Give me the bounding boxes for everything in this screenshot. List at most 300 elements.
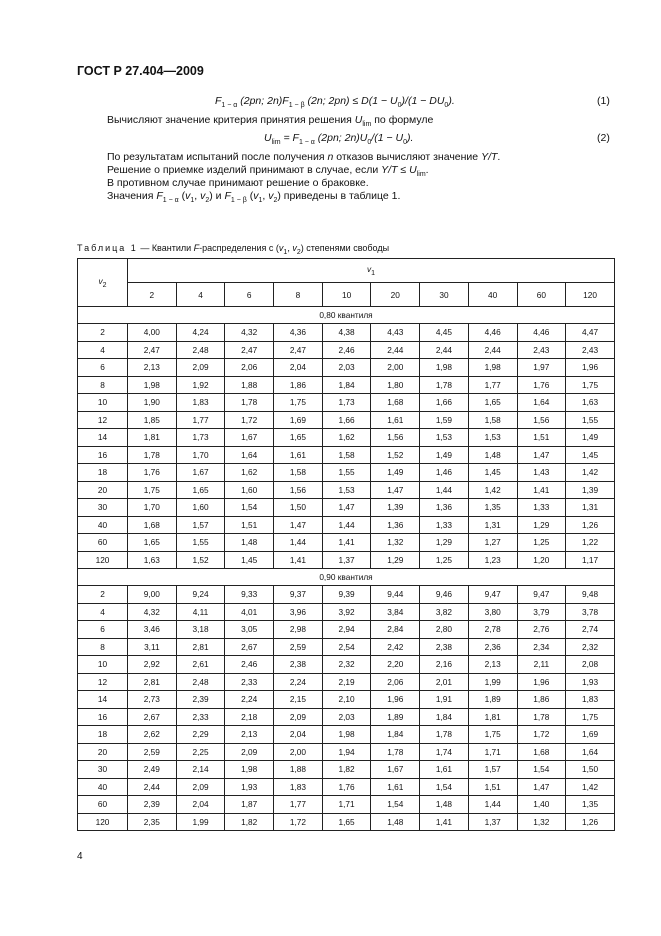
col-header-40: 40 [468, 283, 517, 307]
row-label-v2: 12 [78, 411, 128, 429]
row-label-v2: 60 [78, 534, 128, 552]
table-cell: 1,36 [420, 499, 469, 517]
table-cell: 2,67 [225, 638, 274, 656]
table-cell: 1,51 [468, 778, 517, 796]
table-cell: 1,82 [322, 761, 371, 779]
row-label-v2: 20 [78, 743, 128, 761]
table-cell: 9,46 [420, 586, 469, 604]
table-cell: 2,25 [176, 743, 225, 761]
table-cell: 1,64 [566, 743, 615, 761]
row-label-v2: 10 [78, 656, 128, 674]
table-cell: 1,89 [371, 708, 420, 726]
table-cell: 9,39 [322, 586, 371, 604]
table-cell: 1,98 [225, 761, 274, 779]
row-label-v2: 120 [78, 813, 128, 831]
table-cell: 2,76 [517, 621, 566, 639]
table-cell: 1,40 [517, 796, 566, 814]
table-cell: 1,59 [420, 411, 469, 429]
row-header-v2: $v_2$ [78, 259, 128, 307]
table-cell: 1,31 [468, 516, 517, 534]
table-cell: 2,08 [566, 656, 615, 674]
table-cell: 2,13 [225, 726, 274, 744]
table-cell: 1,66 [322, 411, 371, 429]
table-cell: 1,99 [468, 673, 517, 691]
table-cell: 2,16 [420, 656, 469, 674]
section-header-row [78, 307, 615, 324]
table-cell: 1,50 [274, 499, 323, 517]
table-cell: 1,42 [566, 778, 615, 796]
table-cell: 1,47 [322, 499, 371, 517]
table-cell: 1,98 [322, 726, 371, 744]
table-cell: 1,62 [322, 429, 371, 447]
table-cell: 3,05 [225, 621, 274, 639]
table-cell: 2,62 [128, 726, 177, 744]
table-cell: 1,48 [225, 534, 274, 552]
table-row [78, 376, 615, 394]
table-cell: 1,47 [517, 778, 566, 796]
table-cell: 1,86 [274, 376, 323, 394]
table-cell: 1,68 [128, 516, 177, 534]
col-header-4: 4 [176, 283, 225, 307]
table-cell: 3,11 [128, 638, 177, 656]
table-cell: 3,96 [274, 603, 323, 621]
table-cell: 1,44 [420, 481, 469, 499]
row-label-v2: 40 [78, 778, 128, 796]
table-cell: 1,26 [566, 813, 615, 831]
table-cell: 3,82 [420, 603, 469, 621]
table-cell: 2,14 [176, 761, 225, 779]
table-cell: 1,71 [468, 743, 517, 761]
table-cell: 2,81 [176, 638, 225, 656]
table-cell: 1,55 [176, 534, 225, 552]
table-cell: 2,04 [274, 359, 323, 377]
table-cell: 2,74 [566, 621, 615, 639]
table-cell: 1,47 [517, 446, 566, 464]
table-cell: 2,04 [176, 796, 225, 814]
table-cell: 1,25 [420, 551, 469, 569]
table-cell: 2,47 [225, 341, 274, 359]
table-cell: 1,77 [274, 796, 323, 814]
table-cell: 1,64 [517, 394, 566, 412]
table-cell: 2,98 [274, 621, 323, 639]
table-cell: 2,24 [274, 673, 323, 691]
table-cell: 1,99 [176, 813, 225, 831]
table-caption: Таблица 1 — Квантили F-распределения с ($v_1$, $v_2$) степенями свободы [77, 243, 390, 256]
table-cell: 1,49 [566, 429, 615, 447]
table-cell: 1,57 [468, 761, 517, 779]
table-cell: 4,36 [274, 324, 323, 342]
table-cell: 1,27 [468, 534, 517, 552]
row-label-v2: 4 [78, 341, 128, 359]
table-cell: 1,76 [517, 376, 566, 394]
table-cell: 2,01 [420, 673, 469, 691]
table-cell: 2,34 [517, 638, 566, 656]
table-cell: 2,48 [176, 673, 225, 691]
col-header-2: 2 [128, 283, 177, 307]
table-cell: 2,47 [128, 341, 177, 359]
table-cell: 1,37 [322, 551, 371, 569]
table-row [78, 621, 615, 639]
row-label-v2: 2 [78, 586, 128, 604]
col-header-20: 20 [371, 283, 420, 307]
table-cell: 1,96 [566, 359, 615, 377]
table-cell: 1,76 [128, 464, 177, 482]
table-cell: 1,44 [322, 516, 371, 534]
table-cell: 1,67 [371, 761, 420, 779]
table-row [78, 743, 615, 761]
page-header-title: ГОСТ Р 27.404—2009 [77, 64, 204, 78]
table-row [78, 586, 615, 604]
table-cell: 1,72 [517, 726, 566, 744]
table-cell: 1,58 [274, 464, 323, 482]
table-cell: 1,98 [468, 359, 517, 377]
row-label-v2: 14 [78, 429, 128, 447]
section-title: 0,80 квантиля [78, 307, 615, 324]
table-row [78, 446, 615, 464]
table-cell: 1,73 [176, 429, 225, 447]
table-cell: 3,92 [322, 603, 371, 621]
table-cell: 2,78 [468, 621, 517, 639]
table-cell: 3,18 [176, 621, 225, 639]
table-cell: 1,62 [225, 464, 274, 482]
table-cell: 1,44 [274, 534, 323, 552]
table-cell: 1,73 [322, 394, 371, 412]
table-cell: 2,11 [517, 656, 566, 674]
table-cell: 1,91 [420, 691, 469, 709]
table-cell: 1,61 [371, 411, 420, 429]
table-cell: 1,65 [274, 429, 323, 447]
table-cell: 1,87 [225, 796, 274, 814]
text-line-rejection: В противном случае принимают решение о браковке. [107, 177, 369, 189]
table-row [78, 429, 615, 447]
table-cell: 4,32 [128, 603, 177, 621]
table-cell: 2,44 [420, 341, 469, 359]
table-cell: 9,47 [517, 586, 566, 604]
table-cell: 2,80 [420, 621, 469, 639]
table-cell: 2,29 [176, 726, 225, 744]
table-caption-label: Таблица 1 [77, 243, 138, 253]
table-cell: 2,32 [566, 638, 615, 656]
table-cell: 1,37 [468, 813, 517, 831]
table-cell: 3,78 [566, 603, 615, 621]
row-label-v2: 20 [78, 481, 128, 499]
table-cell: 1,35 [566, 796, 615, 814]
table-cell: 1,78 [420, 376, 469, 394]
table-cell: 1,65 [176, 481, 225, 499]
table-cell: 2,32 [322, 656, 371, 674]
table-cell: 1,88 [274, 761, 323, 779]
table-row [78, 411, 615, 429]
table-cell: 2,24 [225, 691, 274, 709]
table-cell: 1,45 [566, 446, 615, 464]
table-cell: 1,96 [517, 673, 566, 691]
table-cell: 1,29 [420, 534, 469, 552]
table-cell: 1,60 [225, 481, 274, 499]
table-cell: 1,47 [371, 481, 420, 499]
table-cell: 2,09 [176, 359, 225, 377]
table-cell: 1,51 [225, 516, 274, 534]
table-row [78, 796, 615, 814]
table-cell: 1,69 [274, 411, 323, 429]
table-cell: 3,80 [468, 603, 517, 621]
table-cell: 1,54 [517, 761, 566, 779]
table-cell: 2,46 [322, 341, 371, 359]
table-cell: 1,41 [274, 551, 323, 569]
table-cell: 1,84 [371, 726, 420, 744]
table-cell: 1,49 [420, 446, 469, 464]
table-cell: 4,47 [566, 324, 615, 342]
table-cell: 1,84 [322, 376, 371, 394]
table-cell: 1,64 [225, 446, 274, 464]
table-cell: 2,59 [128, 743, 177, 761]
table-cell: 1,98 [420, 359, 469, 377]
table-cell: 1,61 [420, 761, 469, 779]
table-cell: 4,01 [225, 603, 274, 621]
table-cell: 1,94 [322, 743, 371, 761]
table-cell: 1,97 [517, 359, 566, 377]
table-cell: 1,47 [274, 516, 323, 534]
table-row [78, 638, 615, 656]
table-cell: 1,39 [371, 499, 420, 517]
table-cell: 1,17 [566, 551, 615, 569]
table-cell: 2,00 [371, 359, 420, 377]
table-cell: 2,19 [322, 673, 371, 691]
table-cell: 1,58 [322, 446, 371, 464]
table-cell: 9,37 [274, 586, 323, 604]
table-cell: 1,45 [225, 551, 274, 569]
table-cell: 1,78 [420, 726, 469, 744]
table-cell: 1,77 [468, 376, 517, 394]
table-row [78, 394, 615, 412]
table-cell: 1,75 [566, 708, 615, 726]
table-cell: 1,70 [128, 499, 177, 517]
table-cell: 1,29 [517, 516, 566, 534]
table-cell: 1,20 [517, 551, 566, 569]
table-cell: 2,43 [517, 341, 566, 359]
table-cell: 2,84 [371, 621, 420, 639]
table-cell: 1,56 [371, 429, 420, 447]
table-row [78, 359, 615, 377]
table-cell: 2,67 [128, 708, 177, 726]
table-cell: 1,83 [274, 778, 323, 796]
table-cell: 1,72 [225, 411, 274, 429]
table-cell: 1,65 [468, 394, 517, 412]
table-cell: 1,22 [566, 534, 615, 552]
table-cell: 1,39 [566, 481, 615, 499]
table-cell: 1,77 [176, 411, 225, 429]
table-cell: 1,53 [420, 429, 469, 447]
table-row [78, 481, 615, 499]
section-header-row [78, 569, 615, 586]
quantile-table [77, 258, 615, 831]
table-cell: 4,45 [420, 324, 469, 342]
table-cell: 2,36 [468, 638, 517, 656]
text-line-results: По результатам испытаний после получения n отказов вычисляют значение Y/T. [107, 151, 501, 163]
table-cell: 1,67 [225, 429, 274, 447]
table-cell: 2,18 [225, 708, 274, 726]
table-row [78, 464, 615, 482]
table-row [78, 341, 615, 359]
table-cell: 1,85 [128, 411, 177, 429]
table-cell: 2,42 [371, 638, 420, 656]
table-row [78, 813, 615, 831]
table-cell: 1,29 [371, 551, 420, 569]
table-cell: 1,52 [176, 551, 225, 569]
table-cell: 1,81 [468, 708, 517, 726]
table-cell: 4,11 [176, 603, 225, 621]
table-cell: 1,41 [322, 534, 371, 552]
table-cell: 1,76 [322, 778, 371, 796]
table-cell: 9,48 [566, 586, 615, 604]
table-cell: 1,75 [274, 394, 323, 412]
row-label-v2: 120 [78, 551, 128, 569]
table-cell: 1,71 [322, 796, 371, 814]
table-cell: 1,72 [274, 813, 323, 831]
table-cell: 2,61 [176, 656, 225, 674]
col-header-120: 120 [566, 283, 615, 307]
table-cell: 1,45 [468, 464, 517, 482]
formula-2-number: (2) [597, 132, 610, 144]
table-cell: 1,86 [517, 691, 566, 709]
table-row [78, 499, 615, 517]
row-label-v2: 6 [78, 621, 128, 639]
table-cell: 4,46 [468, 324, 517, 342]
table-cell: 1,31 [566, 499, 615, 517]
table-cell: 1,53 [468, 429, 517, 447]
table-cell: 1,48 [468, 446, 517, 464]
table-cell: 1,36 [371, 516, 420, 534]
table-cell: 1,75 [566, 376, 615, 394]
table-row [78, 516, 615, 534]
table-cell: 1,83 [176, 394, 225, 412]
table-row [78, 691, 615, 709]
table-cell: 2,09 [274, 708, 323, 726]
table-cell: 4,32 [225, 324, 274, 342]
formula-1: $F_{1 - \alpha}$ (2pn; $2n)F_{1 - \beta}$ (2n; $2pn) \le D(1 - U_0)/(1 - DU_0)$. [215, 95, 455, 109]
section-title: 0,90 квантиля [78, 569, 615, 586]
table-cell: 1,53 [322, 481, 371, 499]
table-cell: 1,89 [468, 691, 517, 709]
row-label-v2: 8 [78, 638, 128, 656]
table-cell: 4,43 [371, 324, 420, 342]
table-row [78, 761, 615, 779]
table-cell: 1,56 [517, 411, 566, 429]
table-cell: 1,75 [468, 726, 517, 744]
table-cell: 2,00 [274, 743, 323, 761]
row-label-v2: 30 [78, 499, 128, 517]
table-cell: 4,46 [517, 324, 566, 342]
table-row [78, 778, 615, 796]
table-cell: 2,20 [371, 656, 420, 674]
table-cell: 1,88 [225, 376, 274, 394]
table-cell: 2,03 [322, 359, 371, 377]
table-cell: 2,15 [274, 691, 323, 709]
table-cell: 1,93 [225, 778, 274, 796]
table-cell: 1,33 [517, 499, 566, 517]
table-cell: 1,55 [566, 411, 615, 429]
table-cell: 1,46 [420, 464, 469, 482]
table-cell: 1,78 [371, 743, 420, 761]
table-cell: 1,81 [128, 429, 177, 447]
table-cell: 3,84 [371, 603, 420, 621]
table-cell: 1,35 [468, 499, 517, 517]
table-cell: 2,04 [274, 726, 323, 744]
row-label-v2: 18 [78, 726, 128, 744]
table-cell: 1,63 [566, 394, 615, 412]
table-cell: 2,44 [371, 341, 420, 359]
table-cell: 1,98 [128, 376, 177, 394]
col-group-header-v1: $v_1$ [128, 259, 615, 283]
table-cell: 1,32 [371, 534, 420, 552]
row-label-v2: 4 [78, 603, 128, 621]
col-header-8: 8 [274, 283, 323, 307]
table-cell: 9,33 [225, 586, 274, 604]
table-cell: 2,13 [468, 656, 517, 674]
table-cell: 2,94 [322, 621, 371, 639]
table-cell: 4,00 [128, 324, 177, 342]
table-cell: 1,32 [517, 813, 566, 831]
row-label-v2: 40 [78, 516, 128, 534]
table-cell: 1,61 [274, 446, 323, 464]
table-cell: 1,78 [225, 394, 274, 412]
row-label-v2: 16 [78, 708, 128, 726]
formula-2: $U_{lim} = F_{1 - \alpha}$ (2pn; $2n)U_0/(1 - U_0)$. [264, 132, 414, 146]
table-row [78, 708, 615, 726]
table-cell: 1,57 [176, 516, 225, 534]
table-cell: 3,46 [128, 621, 177, 639]
table-cell: 1,54 [420, 778, 469, 796]
text-line-criterion: Вычисляют значение критерия принятия решения $U_{lim}$ по формуле [107, 114, 434, 128]
table-cell: 1,33 [420, 516, 469, 534]
table-cell: 1,80 [371, 376, 420, 394]
table-cell: 1,54 [225, 499, 274, 517]
table-cell: 9,00 [128, 586, 177, 604]
table-cell: 1,50 [566, 761, 615, 779]
text-line-acceptance: Решение о приемке изделий принимают в случае, если $Y/T \le U_{lim}$. [107, 164, 429, 178]
row-label-v2: 60 [78, 796, 128, 814]
table-cell: 1,49 [371, 464, 420, 482]
table-cell: 1,90 [128, 394, 177, 412]
table-cell: 1,92 [176, 376, 225, 394]
col-header-60: 60 [517, 283, 566, 307]
table-cell: 1,23 [468, 551, 517, 569]
table-cell: 1,42 [566, 464, 615, 482]
table-cell: 1,25 [517, 534, 566, 552]
table-cell: 2,06 [371, 673, 420, 691]
row-label-v2: 12 [78, 673, 128, 691]
table-cell: 2,92 [128, 656, 177, 674]
table-row [78, 656, 615, 674]
table-cell: 2,44 [468, 341, 517, 359]
table-cell: 2,10 [322, 691, 371, 709]
table-cell: 1,82 [225, 813, 274, 831]
table-cell: 1,75 [128, 481, 177, 499]
table-cell: 1,78 [128, 446, 177, 464]
formula-1-number: (1) [597, 95, 610, 107]
table-row [78, 726, 615, 744]
table-cell: 2,13 [128, 359, 177, 377]
table-row [78, 673, 615, 691]
table-cell: 1,84 [420, 708, 469, 726]
table-cell: 1,78 [517, 708, 566, 726]
table-cell: 1,44 [468, 796, 517, 814]
table-cell: 4,38 [322, 324, 371, 342]
row-label-v2: 14 [78, 691, 128, 709]
table-row [78, 551, 615, 569]
table-cell: 2,47 [274, 341, 323, 359]
table-cell: 2,39 [128, 796, 177, 814]
table-cell: 1,51 [517, 429, 566, 447]
